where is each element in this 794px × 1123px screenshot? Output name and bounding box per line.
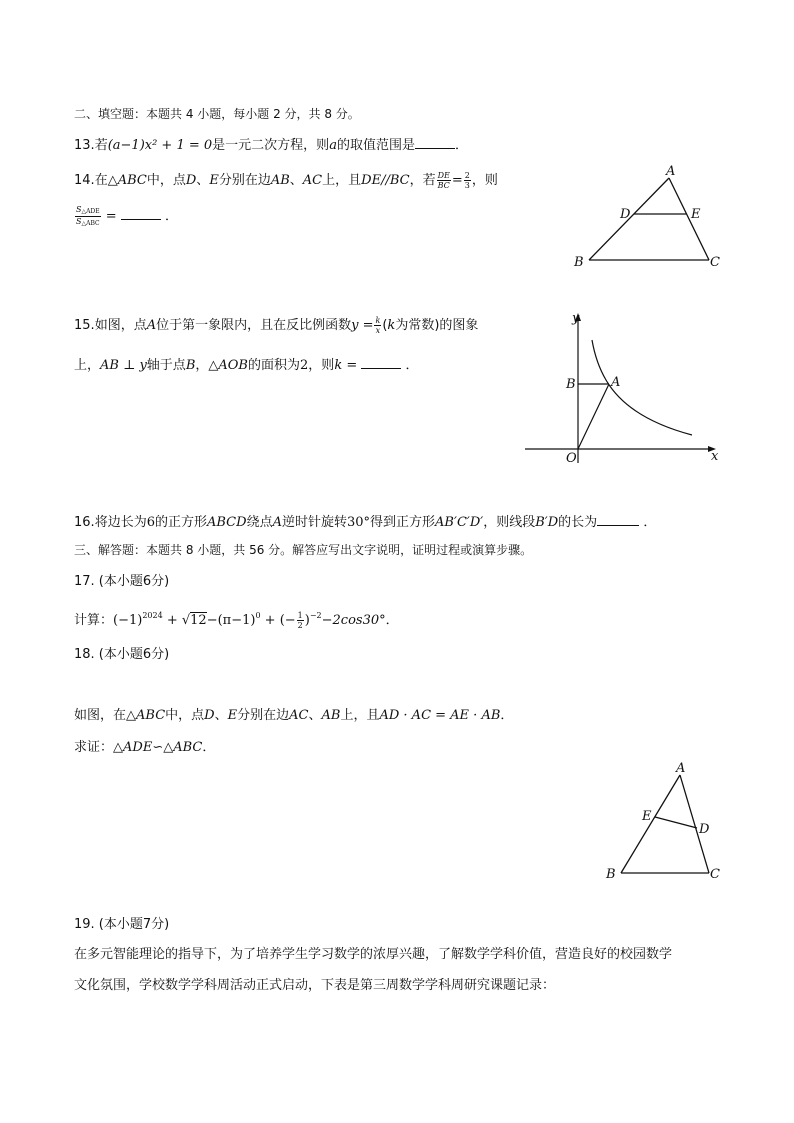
section-3-header: 三、解答题：本题共 8 小题，共 56 分。解答应写出文字说明，证明过程或演算步骤。 [74, 543, 533, 557]
answer-blank [415, 134, 455, 149]
question-17-expression: 计算：$(-1)^{2024} + √12-(\pi-1)^0$ + (− $\frac{1}{2}$ )$^{-2}$−2cos30°． [74, 611, 399, 630]
question-16: 16.将边长为6的正方形ABCD绕点A逆时针旋转30°得到正方形AB′C′D′，则线段B′D的长为 ． [74, 511, 656, 532]
segment-ac [669, 178, 709, 260]
question-17-heading: 17. (本小题6分) [74, 574, 170, 589]
label-a: A [676, 761, 686, 776]
question-15: 15.如图，点A位于第一象限内，且在反比例函数y = $\frac{k}{x}$ (k为常数)的图象 [74, 316, 479, 335]
question-19-heading: 19. (本小题7分) [74, 917, 170, 932]
question-18: 如图，在△ABC中，点D、E分别在边AC、AB上，且AD · AC = AE · AB． [74, 708, 514, 723]
label-c: C [710, 255, 720, 270]
label-a: A [611, 375, 621, 390]
label-a: A [666, 164, 676, 179]
question-13: 13.若(a−1)x² + 1 = 0是一元二次方程，则a的取值范围是 ． [74, 134, 468, 155]
label-b: B [606, 867, 616, 882]
question-15-line2: 上，AB ⊥ y轴于点B，△AOB的面积为2，则k = ． [74, 354, 419, 375]
question-19-line1: 在多元智能理论的指导下，为了培养学生学习数学的浓厚兴趣，了解数学学科价值，营造良好的校园数学 [74, 947, 673, 962]
answer-blank [597, 511, 639, 526]
label-e: E [691, 207, 701, 222]
label-e: E [642, 809, 652, 824]
label-b: B [566, 377, 576, 392]
question-19-line2: 文化氛围，学校数学学科周活动正式启动，下表是第三周数学学科周研究课题记录： [74, 978, 556, 993]
label-x: x [711, 449, 719, 464]
question-18-prove: 求证：△ADE∽△ABC． [74, 740, 216, 755]
segment-ed [655, 817, 697, 828]
label-d: D [699, 822, 710, 837]
answer-blank [361, 354, 401, 369]
label-y: y [572, 311, 580, 326]
answer-blank [121, 205, 161, 220]
q15-graph-figure [520, 308, 730, 468]
question-18-heading: 18. (本小题6分) [74, 647, 170, 662]
question-14: 14.在△ABC中，点D、E分别在边AB、AC上，且DE//BC，若 $\frac{DE}{BC}$ = $\frac{2}{3}$ ，则 [74, 171, 498, 190]
segment-oa [578, 384, 609, 449]
question-14-area-ratio: $\frac{\text{S△ADE}}{\text{S△ABC}}$ = ． [76, 205, 178, 227]
label-d: D [620, 207, 631, 222]
segment-ab [621, 775, 680, 873]
q18-triangle-figure [600, 760, 730, 885]
label-c: C [710, 867, 720, 882]
section-2-header: 二、填空题：本题共 4 小题，每小题 2 分，共 8 分。 [74, 107, 360, 121]
q14-triangle-figure [570, 160, 730, 275]
label-b: B [574, 255, 584, 270]
label-o: O [566, 451, 577, 466]
